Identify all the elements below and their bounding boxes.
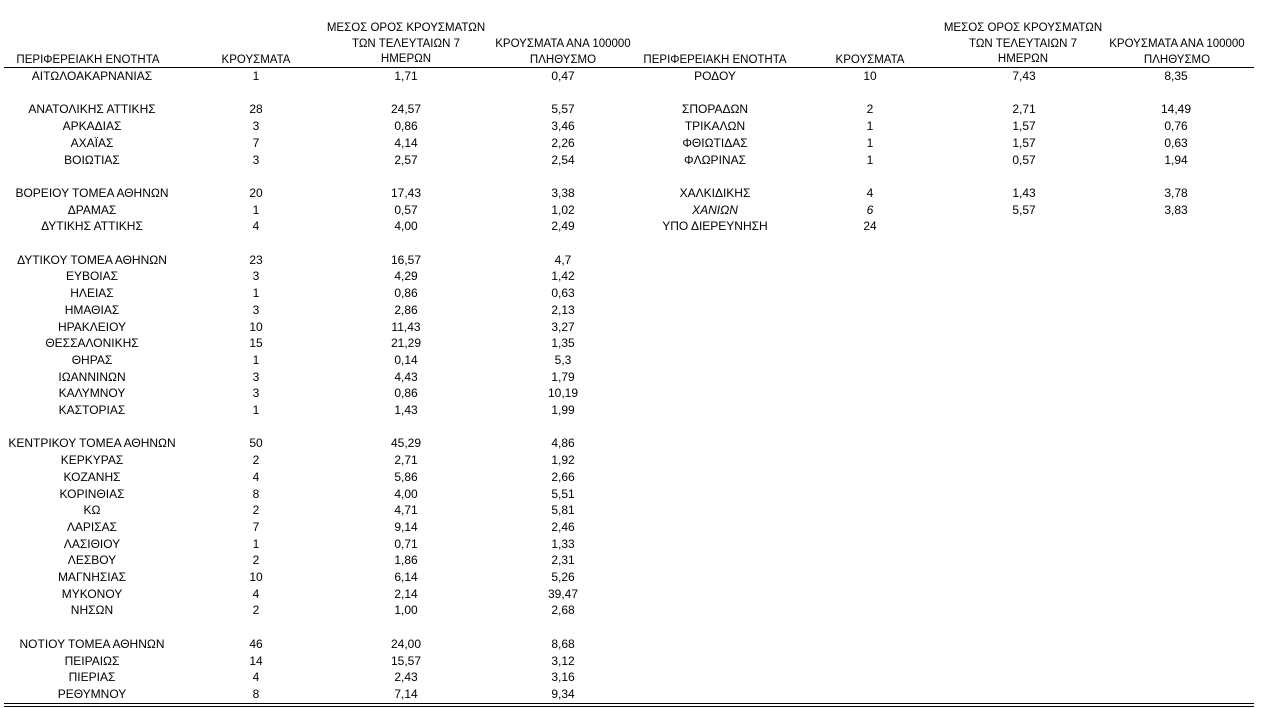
cell-per: 1,79 <box>551 369 575 384</box>
cell-avg: 17,43 <box>390 185 422 200</box>
cell-region: ΧΑΝΙΩΝ <box>692 202 738 217</box>
cell-region: ΑΧΑΪΑΣ <box>70 135 114 150</box>
cell-avg: 24,57 <box>390 102 422 117</box>
table-row <box>0 68 1262 85</box>
table-row <box>0 118 1262 135</box>
cell-cases: 14 <box>249 653 263 668</box>
cell-region: ΛΑΣΙΘΙΟΥ <box>63 536 121 551</box>
cell-region: ΕΥΒΟΙΑΣ <box>65 269 119 284</box>
table-row <box>0 435 1262 452</box>
cell-cases: 2 <box>866 102 874 117</box>
cell-avg: 0,86 <box>394 119 418 134</box>
cell-cases: 3 <box>252 302 260 317</box>
cell-cases: 20 <box>249 185 263 200</box>
cell-cases: 10 <box>249 570 263 584</box>
cell-cases: 10 <box>249 319 263 334</box>
cell-avg: 1,43 <box>1012 185 1036 200</box>
cell-per: 5,26 <box>551 570 575 584</box>
table-row <box>0 268 1262 285</box>
cell-cases: 28 <box>249 102 263 117</box>
cell-avg: 45,29 <box>390 436 422 451</box>
cell-per: 10,19 <box>547 386 579 401</box>
cell-avg: 0,71 <box>394 536 418 551</box>
cell-avg: 0,57 <box>1012 152 1036 167</box>
cell-per: 1,92 <box>551 453 575 468</box>
cell-avg: 2,71 <box>394 453 418 468</box>
cell-region: ΘΕΣΣΑΛΟΝΙΚΗΣ <box>45 336 139 351</box>
cell-avg: 2,57 <box>394 152 418 167</box>
cell-cases: 7 <box>252 135 260 150</box>
cell-avg: 15,57 <box>390 653 422 668</box>
cell-cases: 50 <box>249 436 263 451</box>
left-header-region: ΠΕΡΙΦΕΡΕΙΑΚΗ ΕΝΟΤΗΤΑ <box>16 54 160 66</box>
cell-region: ΑΡΚΑΔΙΑΣ <box>62 119 122 134</box>
cell-avg: 21,29 <box>390 336 422 351</box>
right-header-avg-line1: ΜΕΣΟΣ ΟΡΟΣ ΚΡΟΥΣΜΑΤΩΝ <box>943 22 1103 34</box>
cell-avg: 24,00 <box>390 636 422 651</box>
cell-region: ΔΡΑΜΑΣ <box>67 202 117 217</box>
cell-region: ΚΕΝΤΡΙΚΟΥ ΤΟΜΕΑ ΑΘΗΝΩΝ <box>8 436 176 451</box>
cell-per: 0,63 <box>1164 135 1188 150</box>
cell-per: 1,33 <box>551 536 575 551</box>
right-header-avg-line3: ΗΜΕΡΩΝ <box>997 53 1049 65</box>
cell-region: ΚΕΡΚΥΡΑΣ <box>60 453 124 468</box>
cell-cases: 2 <box>252 553 260 568</box>
cell-cases: 3 <box>252 269 260 284</box>
cell-avg: 1,86 <box>394 553 418 568</box>
cell-cases: 1 <box>252 403 260 417</box>
cell-per: 3,27 <box>551 319 575 334</box>
cell-per: 2,46 <box>551 519 575 534</box>
cell-avg: 0,86 <box>394 386 418 401</box>
cell-region: ΜΥΚΟΝΟΥ <box>61 586 123 601</box>
cell-region: ΥΠΟ ΔΙΕΡΕΥΝΗΣΗ <box>662 219 768 234</box>
left-header-avg-line3: ΗΜΕΡΩΝ <box>380 53 432 65</box>
cell-cases: 1 <box>866 119 874 134</box>
table-row <box>0 586 1262 603</box>
cell-region: ΔΥΤΙΚΗΣ ΑΤΤΙΚΗΣ <box>41 219 143 234</box>
cell-per: 3,46 <box>551 119 575 134</box>
cell-region: ΚΑΣΤΟΡΙΑΣ <box>58 403 126 417</box>
cell-cases: 1 <box>252 69 260 83</box>
cell-avg: 4,71 <box>394 503 418 518</box>
table-row <box>0 402 1262 419</box>
cell-avg: 2,71 <box>1012 102 1036 117</box>
cell-cases: 3 <box>252 152 260 167</box>
cell-cases: 1 <box>252 536 260 551</box>
cell-region: ΠΙΕΡΙΑΣ <box>68 670 116 685</box>
table-row <box>0 653 1262 670</box>
cell-per: 2,54 <box>551 152 575 167</box>
cell-avg: 1,57 <box>1012 119 1036 134</box>
cell-region: ΗΛΕΙΑΣ <box>70 286 114 301</box>
cell-region: ΦΘΙΩΤΙΔΑΣ <box>682 135 748 150</box>
table-row <box>0 486 1262 503</box>
cell-per: 5,3 <box>554 352 572 367</box>
table-row <box>0 452 1262 469</box>
cell-region: ΚΩ <box>83 503 101 518</box>
right-header-per-line2: ΠΛΗΘΥΣΜΟ <box>1143 53 1211 66</box>
cell-region: ΝΗΣΩΝ <box>70 603 114 618</box>
cell-cases: 4 <box>866 185 874 200</box>
cell-avg: 11,43 <box>391 319 421 334</box>
cell-per: 9,34 <box>551 686 575 701</box>
cell-avg: 6,14 <box>394 570 418 584</box>
left-header-avg-line2: ΤΩΝ ΤΕΛΕΥΤΑΙΩΝ 7 <box>352 37 460 50</box>
cell-cases: 4 <box>252 469 260 484</box>
cell-avg: 16,57 <box>390 252 422 267</box>
cell-cases: 2 <box>252 503 260 518</box>
cell-cases: 23 <box>249 252 263 267</box>
cell-cases: 46 <box>249 636 263 651</box>
cell-per: 0,76 <box>1164 119 1188 134</box>
cell-cases: 4 <box>252 670 260 685</box>
cell-avg: 1,00 <box>394 603 418 618</box>
cell-per: 2,68 <box>551 603 575 618</box>
cell-per: 1,35 <box>551 336 575 351</box>
table-row <box>0 352 1262 369</box>
cell-per: 2,26 <box>551 135 575 150</box>
cell-cases: 6 <box>866 202 874 217</box>
cell-avg: 4,14 <box>394 135 418 150</box>
cell-region: ΒΟΙΩΤΙΑΣ <box>64 152 120 167</box>
table-row <box>0 285 1262 302</box>
cell-per: 3,83 <box>1164 202 1188 217</box>
table-row <box>0 135 1262 152</box>
cell-cases: 8 <box>252 686 260 701</box>
cell-avg: 1,71 <box>394 69 418 83</box>
cell-per: 1,99 <box>551 403 575 417</box>
cell-region: ΛΑΡΙΣΑΣ <box>66 519 118 534</box>
table-row <box>0 686 1262 703</box>
cell-per: 39,47 <box>547 586 579 601</box>
table-row <box>0 385 1262 402</box>
cell-per: 2,49 <box>551 219 575 234</box>
cell-per: 3,78 <box>1164 185 1188 200</box>
cell-avg: 7,43 <box>1012 69 1036 83</box>
cell-cases: 2 <box>252 453 260 468</box>
cell-per: 2,13 <box>551 302 575 317</box>
cell-region: ΤΡΙΚΑΛΩΝ <box>684 119 746 134</box>
left-header-per <box>478 37 648 68</box>
cell-avg: 2,86 <box>394 302 418 317</box>
cell-cases: 1 <box>252 202 260 217</box>
cell-per: 5,51 <box>551 486 575 501</box>
cell-region: ΠΕΙΡΑΙΩΣ <box>64 653 120 668</box>
cell-per: 5,81 <box>551 503 575 518</box>
cell-cases: 1 <box>252 352 260 367</box>
table-row <box>0 502 1262 519</box>
cell-per: 4,7 <box>554 252 572 267</box>
table-row <box>0 369 1262 386</box>
cell-per: 1,94 <box>1164 152 1188 167</box>
bottom-rule-1 <box>4 703 1254 704</box>
cell-avg: 1,43 <box>394 403 418 417</box>
cell-cases: 3 <box>252 119 260 134</box>
cell-region: ΣΠΟΡΑΔΩΝ <box>681 102 749 117</box>
cell-cases: 8 <box>252 486 260 501</box>
cell-region: ΝΟΤΙΟΥ ΤΟΜΕΑ ΑΘΗΝΩΝ <box>19 636 165 651</box>
table-row <box>0 152 1262 169</box>
table-row <box>0 202 1262 219</box>
cell-avg: 4,43 <box>394 369 418 384</box>
cell-avg: 0,86 <box>394 286 418 301</box>
cell-avg: 1,57 <box>1012 135 1036 150</box>
cell-region: ΙΩΑΝΝΙΝΩΝ <box>58 369 126 384</box>
bottom-rule-2 <box>4 706 1254 707</box>
cell-per: 14,49 <box>1160 102 1192 117</box>
table-row <box>0 636 1262 653</box>
table-row <box>0 669 1262 686</box>
cell-avg: 5,86 <box>394 469 418 484</box>
cell-avg: 2,14 <box>394 586 418 601</box>
cell-region: ΔΥΤΙΚΟΥ ΤΟΜΕΑ ΑΘΗΝΩΝ <box>17 252 167 267</box>
cell-avg: 0,14 <box>394 352 418 367</box>
cell-region: ΑΙΤΩΛΟΑΚΑΡΝΑΝΙΑΣ <box>31 69 153 83</box>
cell-region: ΚΟΡΙΝΘΙΑΣ <box>59 486 125 501</box>
cell-per: 1,02 <box>551 202 575 217</box>
table-row <box>0 335 1262 352</box>
cell-cases: 1 <box>866 135 874 150</box>
left-header-cases: ΚΡΟΥΣΜΑΤΑ <box>221 54 291 66</box>
cell-cases: 24 <box>863 219 877 234</box>
cell-avg: 5,57 <box>1012 202 1036 217</box>
cell-region: ΜΑΓΝΗΣΙΑΣ <box>57 570 127 584</box>
cell-cases: 2 <box>252 603 260 618</box>
cell-avg: 4,29 <box>394 269 418 284</box>
cell-per: 8,35 <box>1164 69 1188 83</box>
cell-cases: 7 <box>252 519 260 534</box>
cell-avg: 4,00 <box>394 219 418 234</box>
cell-per: 0,47 <box>551 69 575 83</box>
table-row <box>0 469 1262 486</box>
right-header-per-line1: ΚΡΟΥΣΜΑΤΑ ΑΝΑ 100000 <box>1109 38 1245 50</box>
table-row <box>0 252 1262 269</box>
cell-per: 1,42 <box>551 269 575 284</box>
left-header-avg-line1: ΜΕΣΟΣ ΟΡΟΣ ΚΡΟΥΣΜΑΤΩΝ <box>326 22 486 34</box>
cell-per: 4,86 <box>551 436 575 451</box>
cell-per: 5,57 <box>551 102 575 117</box>
table-row <box>0 302 1262 319</box>
cell-avg: 0,57 <box>394 202 418 217</box>
left-header-per-line2: ΠΛΗΘΥΣΜΟ <box>529 53 597 66</box>
cell-cases: 1 <box>866 152 874 167</box>
cell-region: ΒΟΡΕΙΟΥ ΤΟΜΕΑ ΑΘΗΝΩΝ <box>15 185 169 200</box>
left-header-avg <box>318 21 494 68</box>
table-row <box>0 185 1262 202</box>
cell-avg: 7,14 <box>394 686 418 701</box>
cell-avg: 2,43 <box>394 670 418 685</box>
cell-cases: 4 <box>252 219 260 234</box>
right-header-avg-line2: ΤΩΝ ΤΕΛΕΥΤΑΙΩΝ 7 <box>969 37 1077 50</box>
cell-region: ΧΑΛΚΙΔΙΚΗΣ <box>679 185 751 200</box>
table-row <box>0 519 1262 536</box>
cell-avg: 4,00 <box>394 486 418 501</box>
right-header-cases: ΚΡΟΥΣΜΑΤΑ <box>835 54 905 66</box>
cell-cases: 10 <box>863 69 877 83</box>
cell-per: 3,38 <box>551 185 575 200</box>
cell-avg: 9,14 <box>394 519 418 534</box>
table-row <box>0 536 1262 553</box>
table-row <box>0 319 1262 336</box>
cell-per: 0,63 <box>551 286 575 301</box>
cell-per: 3,16 <box>551 670 575 685</box>
cell-cases: 3 <box>252 386 260 401</box>
table-row <box>0 218 1262 235</box>
cell-cases: 15 <box>249 336 263 351</box>
cell-region: ΑΝΑΤΟΛΙΚΗΣ ΑΤΤΙΚΗΣ <box>28 102 156 117</box>
cell-region: ΘΗΡΑΣ <box>71 352 113 367</box>
cell-per: 3,12 <box>551 653 575 668</box>
right-header-region: ΠΕΡΙΦΕΡΕΙΑΚΗ ΕΝΟΤΗΤΑ <box>643 54 787 66</box>
right-header-per <box>1094 37 1260 68</box>
table-row <box>0 602 1262 619</box>
cell-region: ΛΕΣΒΟΥ <box>67 553 117 568</box>
cell-per: 2,66 <box>551 469 575 484</box>
left-header-per-line1: ΚΡΟΥΣΜΑΤΑ ΑΝΑ 100000 <box>495 38 631 50</box>
cell-region: ΡΟΔΟΥ <box>694 69 736 83</box>
table-row <box>0 569 1262 586</box>
right-header-avg <box>934 21 1112 68</box>
cell-region: ΚΑΛΥΜΝΟΥ <box>58 386 126 401</box>
cell-region: ΗΡΑΚΛΕΙΟΥ <box>57 319 127 334</box>
cell-per: 8,68 <box>551 636 575 651</box>
cell-region: ΦΛΩΡΙΝΑΣ <box>684 152 746 167</box>
cell-cases: 3 <box>252 369 260 384</box>
cell-cases: 4 <box>252 586 260 601</box>
cell-region: ΗΜΑΘΙΑΣ <box>64 302 120 317</box>
table-row <box>0 101 1262 118</box>
cell-region: ΚΟΖΑΝΗΣ <box>63 469 121 484</box>
cell-region: ΡΕΘΥΜΝΟΥ <box>57 686 127 701</box>
table-row <box>0 552 1262 569</box>
cell-per: 2,31 <box>551 553 575 568</box>
cell-cases: 1 <box>252 286 260 301</box>
